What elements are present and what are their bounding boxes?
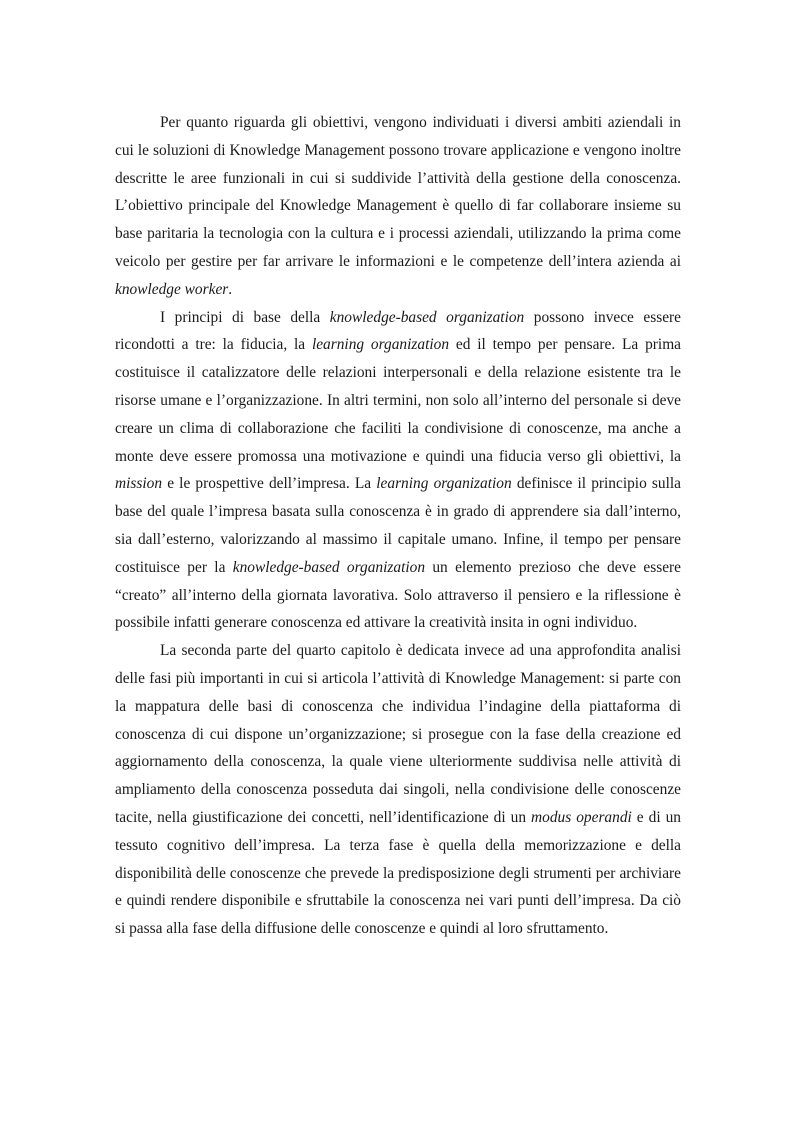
italic-term: modus operandi — [531, 808, 632, 826]
italic-term: knowledge-based organization — [232, 558, 426, 576]
text-segment: . — [228, 280, 233, 298]
italic-term: knowledge worker — [115, 280, 229, 298]
paragraph-principles — [115, 304, 681, 638]
text-segment: possono invece essere ricondotti a tre: la fiducia, la — [115, 308, 681, 354]
text-segment: Per quanto riguarda gli obiettivi, vengono individuati i diversi ambiti aziendali in cui le soluzioni di Knowledge Management possono trovare applicazione e vengono inoltre descritte le aree funzionali in cui si suddivide l’attività della gestione della conoscenza. L’obiettivo principale del Knowledge Management è quello di far collaborare insieme su base paritaria la tecnologia con la cultura e i processi aziendali, utilizzando la prima come veicolo per gestire per far arrivare le informazioni e le competenze dell’intera azienda ai — [115, 114, 681, 270]
text-segment: La seconda parte del quarto capitolo è dedicata invece ad una approfondita analisi delle fasi più importanti in cui si articola l’attività di Knowledge Management: si parte con la mappatura delle basi di conoscenza che individua l’indagine della piattaforma di conoscenza di cui dispone un’organizzazione; si prosegue con la fase della creazione ed aggiornamento della conoscenza, la quale viene ulteriormente suddivisa nelle attività di ampliamento della conoscenza posseduta dai singoli, nella condivisione delle conoscenze tacite, nella giustificazione dei concetti, nell’identificazione di un — [115, 642, 681, 826]
italic-term: learning organization — [311, 336, 450, 354]
paragraph-objectives — [115, 109, 681, 304]
text-segment: ed il tempo per pensare. La prima costituisce il catalizzatore delle relazioni interpersonali e della relazione esistente tra le risorse umane e l’organizzazione. In altri termini, non solo all’interno del personale si deve creare un clima di collaborazione che faciliti la condivisione di conoscenze, ma anche a monte deve essere promossa una motivazione e quindi una fiducia verso gli obiettivi, la — [115, 336, 681, 465]
text-segment: definisce il principio sulla base del quale l’impresa basata sulla conoscenza è in grado di apprendere sia dall’interno, sia dall’esterno, valorizzando al massimo il capitale umano. Infine, il tempo per pensare costituisce per la — [115, 475, 681, 576]
italic-term: knowledge-based organization — [329, 308, 525, 326]
text-segment: I principi di base della — [160, 308, 330, 326]
document-page — [115, 109, 681, 943]
text-segment: un elemento prezioso che deve essere “creato” all’interno della giornata lavorativa. Solo attraverso il pensiero e la riflessione è possibile infatti generare conoscenza ed attivare la creatività insita in ogni individuo. — [115, 558, 681, 632]
italic-term: mission — [115, 475, 163, 493]
text-segment: e le prospettive dell’impresa. La — [162, 475, 377, 493]
text-segment: e di un tessuto cognitivo dell’impresa. La terza fase è quella della memorizzazione e della disponibilità delle conoscenze che prevede la predisposizione degli strumenti per archiviare e quindi rendere disponibile e sfruttabile la conoscenza nei vari punti dell’impresa. Da ciò si passa alla fase della diffusione delle conoscenze e quindi al loro sfruttamento. — [115, 808, 681, 938]
paragraph-phases — [115, 637, 681, 943]
italic-term: learning organization — [376, 475, 512, 493]
